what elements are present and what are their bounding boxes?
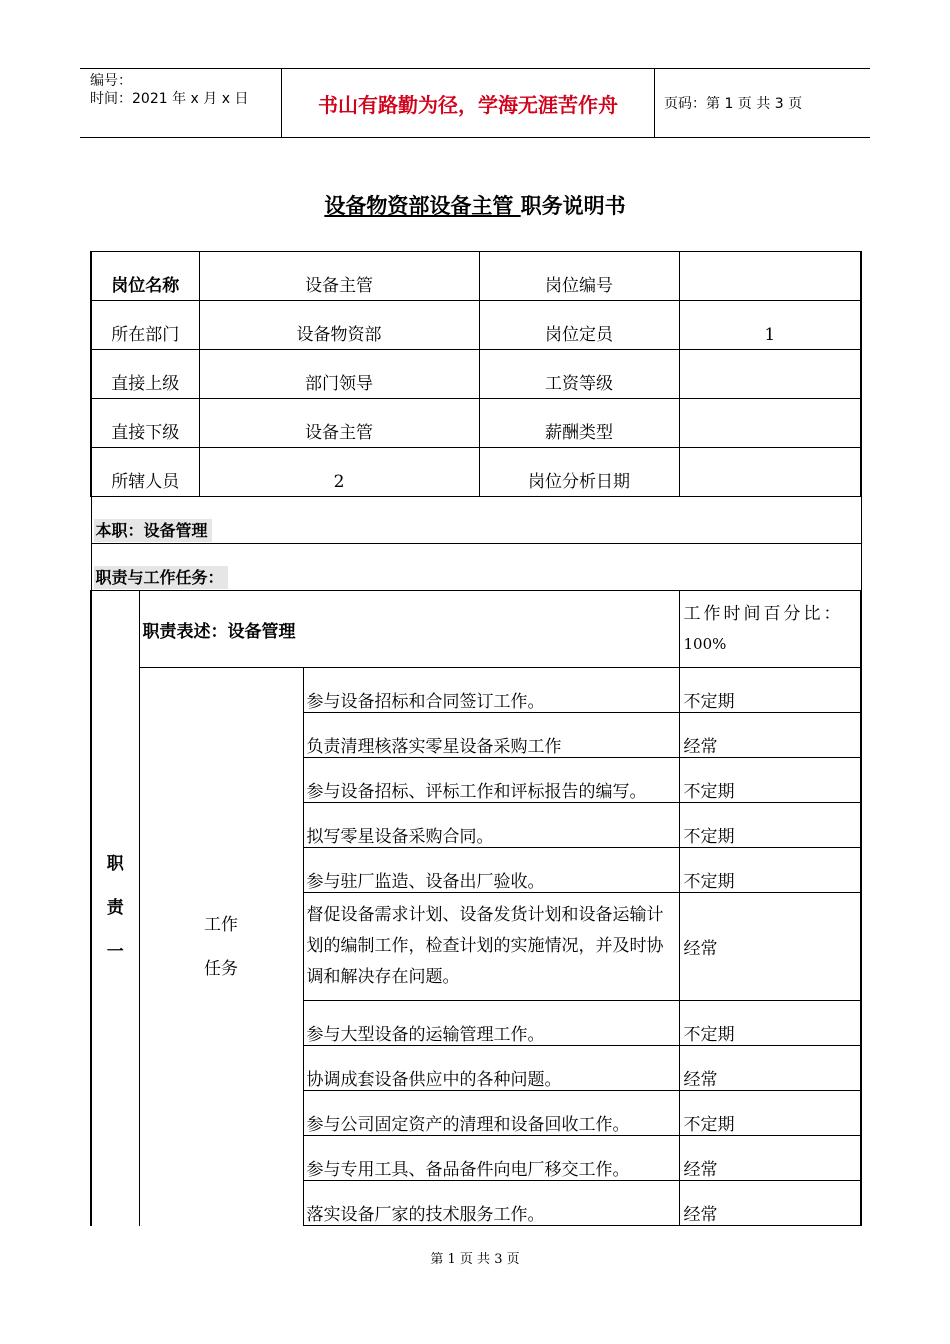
task-text: 参与大型设备的运输管理工作。 — [303, 1001, 679, 1046]
header-meta — [80, 69, 282, 137]
task-frequency: 不定期 — [679, 668, 861, 713]
document-title — [0, 190, 950, 220]
info-label: 工资等级 — [479, 350, 679, 399]
task-text: 参与公司固定资产的清理和设备回收工作。 — [303, 1091, 679, 1136]
title-rest: 职务说明书 — [520, 194, 626, 218]
header-motto: 书山有路勤为径，学海无涯苦作舟 — [282, 69, 655, 137]
info-value — [679, 399, 861, 448]
task-frequency: 经常 — [679, 713, 861, 758]
info-label: 岗位编号 — [479, 252, 679, 301]
info-label: 岗位分析日期 — [479, 448, 679, 497]
duties-heading-row — [91, 544, 861, 591]
date-label: 时间：2021 年 x 月 x 日 — [90, 91, 249, 107]
info-row — [91, 399, 861, 448]
task-text: 参与设备招标和合同签订工作。 — [303, 668, 679, 713]
duty-side-label: 职 责 一 — [91, 591, 139, 1226]
info-row — [91, 448, 861, 497]
info-label: 岗位名称 — [91, 252, 199, 301]
info-value: 2 — [199, 448, 479, 497]
main-duty-text: 本职：设备管理 — [94, 519, 212, 542]
task-text: 参与专用工具、备品备件向电厂移交工作。 — [303, 1136, 679, 1181]
task-text: 负责清理核落实零星设备采购工作 — [303, 713, 679, 758]
task-frequency: 经常 — [679, 1136, 861, 1181]
info-label: 所辖人员 — [91, 448, 199, 497]
task-frequency: 不定期 — [679, 1091, 861, 1136]
title-underlined: 设备物资部设备主管 — [324, 194, 521, 218]
duty-description: 职责表述：设备管理 — [139, 591, 679, 668]
task-text: 参与驻厂监造、设备出厂验收。 — [303, 848, 679, 893]
info-row — [91, 252, 861, 301]
job-description-table — [90, 251, 862, 1226]
task-sub-label: 工作 任务 — [139, 668, 303, 1226]
task-frequency: 不定期 — [679, 803, 861, 848]
info-value: 部门领导 — [199, 350, 479, 399]
task-row — [91, 668, 861, 713]
main-duty-row — [91, 497, 861, 544]
code-label: 编号： — [90, 73, 132, 89]
info-label: 所在部门 — [91, 301, 199, 350]
task-text: 督促设备需求计划、设备发货计划和设备运输计划的编制工作，检查计划的实施情况，并及时协调和解决存在问题。 — [303, 893, 679, 1001]
info-label: 岗位定员 — [479, 301, 679, 350]
info-value: 1 — [679, 301, 861, 350]
task-text: 协调成套设备供应中的各种问题。 — [303, 1046, 679, 1091]
task-frequency: 经常 — [679, 1181, 861, 1226]
info-value — [679, 448, 861, 497]
info-label: 薪酬类型 — [479, 399, 679, 448]
info-value — [679, 252, 861, 301]
page-footer: 第 1 页 共 3 页 — [430, 1252, 520, 1267]
task-text: 拟写零星设备采购合同。 — [303, 803, 679, 848]
task-frequency: 不定期 — [679, 1001, 861, 1046]
info-value — [679, 350, 861, 399]
task-frequency: 不定期 — [679, 758, 861, 803]
task-frequency: 经常 — [679, 893, 861, 1001]
duty-description-row — [91, 591, 861, 668]
info-value: 设备主管 — [199, 399, 479, 448]
info-label: 直接下级 — [91, 399, 199, 448]
info-value: 设备主管 — [199, 252, 479, 301]
info-row — [91, 350, 861, 399]
duties-heading-text: 职责与工作任务： — [94, 566, 228, 589]
task-text: 参与设备招标、评标工作和评标报告的编写。 — [303, 758, 679, 803]
info-row — [91, 301, 861, 350]
page-header — [80, 68, 870, 138]
info-label: 直接上级 — [91, 350, 199, 399]
info-value: 设备物资部 — [199, 301, 479, 350]
work-time-percent: 工作时间百分比： 100% — [679, 591, 861, 668]
header-page-info: 页码：第 1 页 共 3 页 — [664, 96, 803, 112]
task-text: 落实设备厂家的技术服务工作。 — [303, 1181, 679, 1226]
task-frequency: 经常 — [679, 1046, 861, 1091]
task-frequency: 不定期 — [679, 848, 861, 893]
